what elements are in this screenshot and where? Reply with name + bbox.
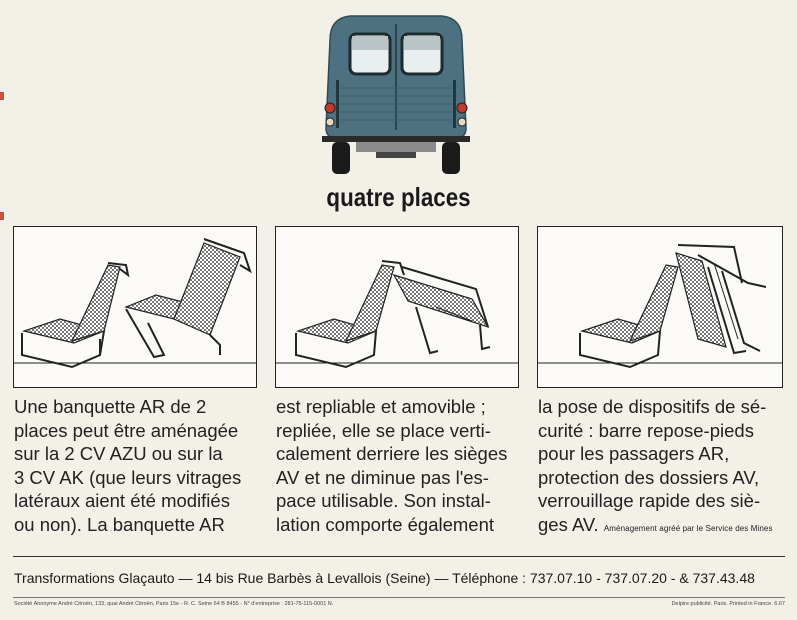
printer-fine-print: Delpire publicité. Paris. Printed in France. 6.67	[671, 601, 785, 607]
text-line: verrouillage rapide des siè-	[538, 490, 761, 511]
seat-diagram-panel	[13, 226, 257, 388]
text-line: 3 CV AK (que leurs vitrages	[14, 466, 242, 488]
text-line: Une banquette AR de 2	[14, 396, 207, 417]
text-line: calement derriere les sièges	[276, 443, 508, 464]
legal-fine-print: Société Anonyme André Citroën, 133, quai André Citroën, Paris 15e - R. C. Seine 64 B 8455 - N° d'entreprise : 281-75-115-0001 N.	[14, 601, 334, 607]
text-line: la pose de dispositifs de sé-	[538, 396, 767, 417]
text-line: places peut être aménagée	[14, 419, 239, 441]
seat-diagram-panel	[275, 226, 519, 388]
text-column	[14, 395, 260, 536]
text-line-end: ges AV.	[538, 513, 599, 535]
page-heading: quatre places	[326, 182, 471, 212]
edge-mark	[0, 212, 4, 220]
seat-diagram-stowed	[538, 227, 782, 387]
text-line: curité : barre repose-pieds	[538, 419, 754, 441]
company-address: Transformations Glaçauto — 14 bis Rue Barbès à Levallois (Seine) — Téléphone : 737.07.10 - 737.07.20 - & 737.43.48	[14, 570, 755, 586]
divider	[13, 597, 785, 598]
text-line: ou non). La banquette AR	[14, 513, 225, 535]
text-line: latéraux aient été modifiés	[14, 490, 230, 511]
seat-diagram-panel	[537, 226, 783, 388]
van-rear-illustration	[316, 10, 476, 180]
text-line: pour les passagers AR,	[538, 443, 730, 464]
seat-diagram-upright	[14, 227, 256, 387]
text-line: est repliable et amovible ;	[276, 396, 486, 417]
text-line: lation comporte également	[276, 513, 495, 535]
approval-note: Aménagement agréé par le Service des Mines	[603, 523, 773, 533]
text-line	[538, 513, 784, 541]
text-line: protection des dossiers AV,	[538, 466, 760, 488]
seat-diagram-folding	[276, 227, 518, 387]
text-line: pace utilisable. Son instal-	[276, 490, 491, 511]
text-column	[276, 395, 522, 536]
text-line: sur la 2 CV AZU ou sur la	[14, 443, 223, 464]
text-line: AV et ne diminue pas l'es-	[276, 466, 489, 488]
divider	[13, 556, 785, 557]
text-column	[538, 395, 784, 540]
edge-mark	[0, 92, 4, 100]
text-line: repliée, elle se place verti-	[276, 419, 491, 441]
